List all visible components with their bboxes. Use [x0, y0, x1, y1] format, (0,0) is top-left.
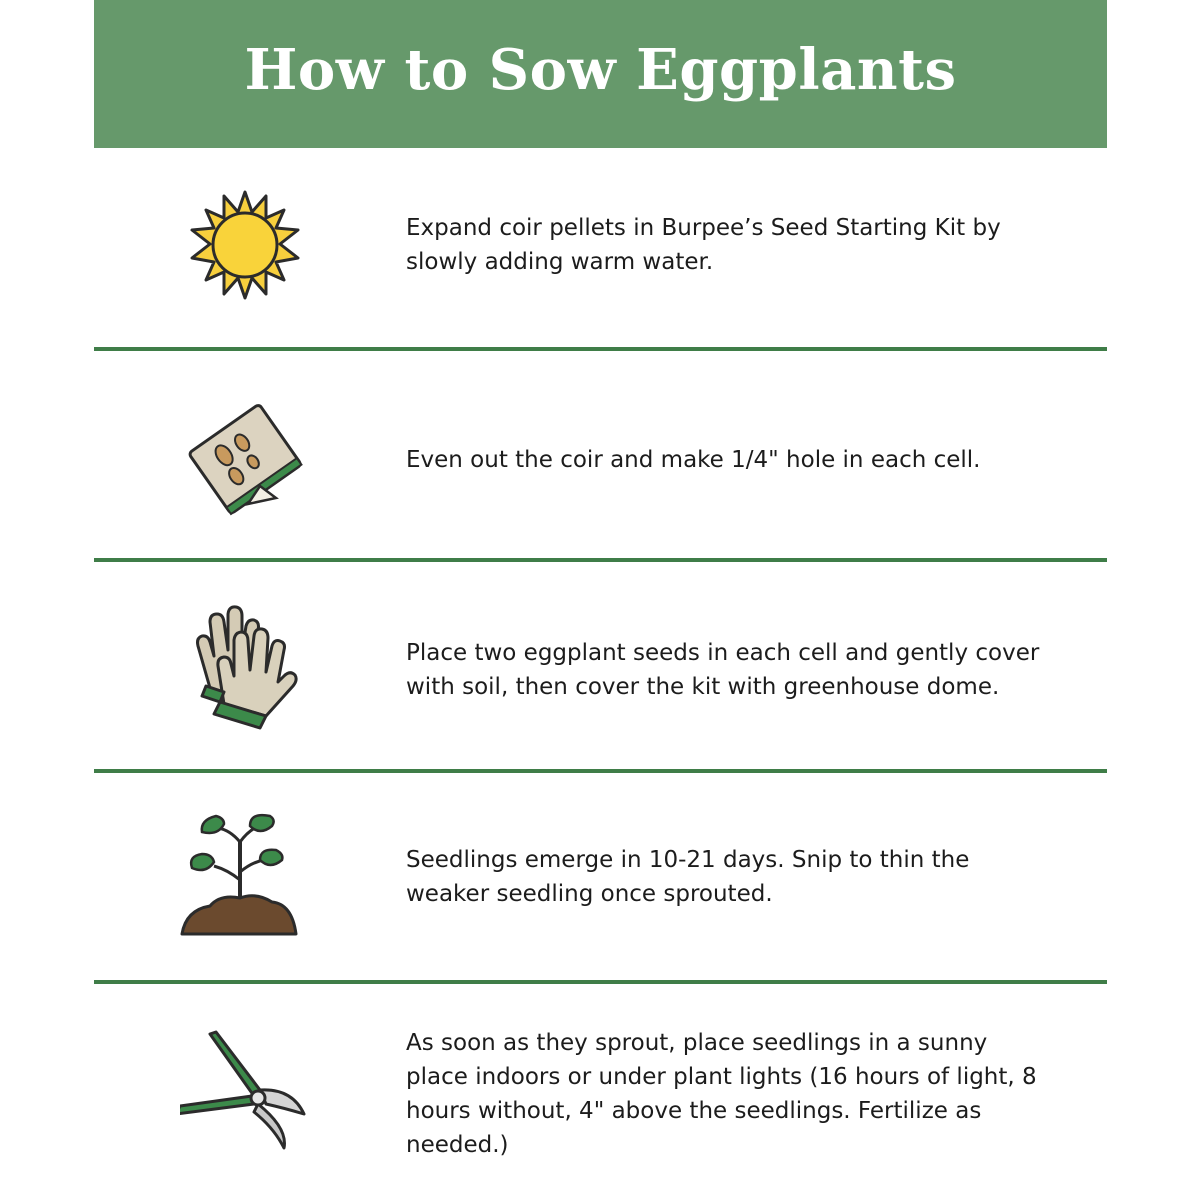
divider-2: [94, 558, 1107, 562]
divider-3: [94, 769, 1107, 773]
seedling-icon: [180, 810, 310, 940]
divider-4: [94, 980, 1107, 984]
sun-icon: [180, 180, 310, 310]
infographic-panel: [94, 0, 1107, 1200]
step-4-text: Seedlings emerge in 10-21 days. Snip to thin the weaker seedling once sprouted.: [406, 847, 970, 907]
step-5-text: As soon as they sprout, place seedlings in a sunny place indoors or under plant lights (16 hours of light, 8 hours without, 4" above the seedlings. Fertilize as needed.): [406, 1030, 1037, 1158]
pruning-shears-icon: [180, 1030, 310, 1160]
divider-1: [94, 347, 1107, 351]
page-title: How to Sow Eggplants: [244, 37, 957, 103]
step-2-text: Even out the coir and make 1/4" hole in each cell.: [406, 447, 981, 473]
header-banner: [94, 0, 1107, 148]
gardening-gloves-icon: [180, 600, 310, 730]
step-1-text: Expand coir pellets in Burpee’s Seed Starting Kit by slowly adding warm water.: [406, 215, 1001, 275]
step-3-text: Place two eggplant seeds in each cell and gently cover with soil, then cover the kit with greenhouse dome.: [406, 640, 1040, 700]
seed-packet-icon: [180, 394, 310, 524]
